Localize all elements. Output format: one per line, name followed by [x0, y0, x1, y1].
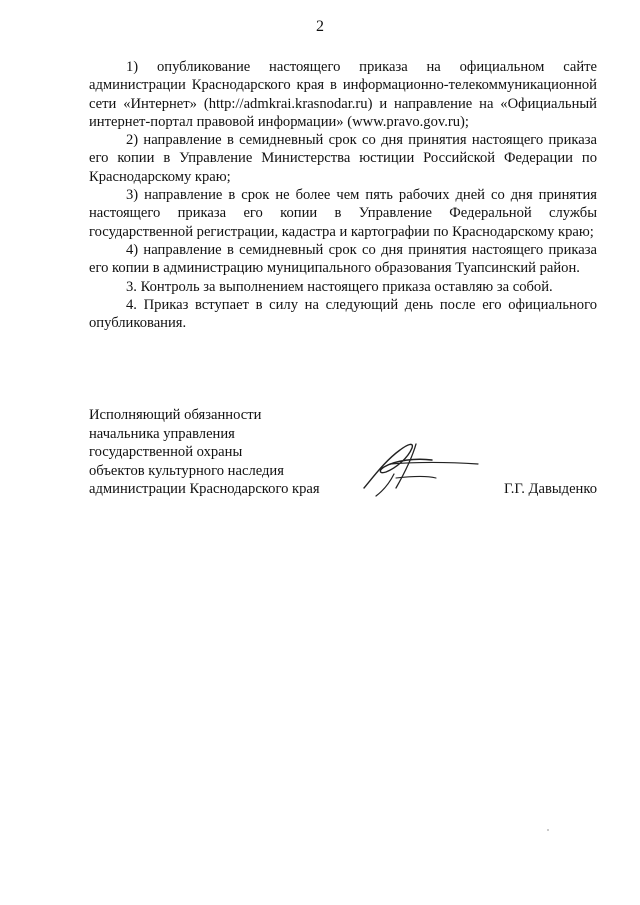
paragraph-control: 3. Контроль за выполнением настоящего приказа оставляю за собой. — [126, 278, 553, 295]
scan-speck — [547, 829, 549, 831]
signer-position-line: начальника управления — [89, 425, 235, 442]
paragraph-entry-into-force: 4. Приказ вступает в силу на следующий день после его официального опубликования. — [89, 296, 597, 332]
signer-position — [89, 406, 349, 499]
signature-stroke-underline — [390, 463, 478, 465]
signer-position-line: администрации Краснодарского края — [89, 481, 320, 497]
signer-name: Г.Г. Давыденко — [503, 481, 597, 497]
paragraph-publication: 1) опубликование настоящего приказа на официальном сайте администрации Краснодарского края в информационно-телекоммуникационной сети «Интернет» (http://admkrai.krasnodar.ru) и направление на «Официальный интернет-портал правовой информации» (www.pravo.gov.ru); — [89, 59, 597, 130]
handwritten-signature — [356, 438, 486, 498]
document-body — [89, 58, 597, 332]
paragraph-ministry-of-justice: 2) направление в семидневный срок со дня принятия настоящего приказа его копии в Управление Министерства юстиции Российской Федерации по Краснодарскому краю; — [89, 132, 597, 185]
signature-stroke-descender — [376, 474, 394, 496]
paragraph-federal-registration-service: 3) направление в срок не более чем пять рабочих дней со дня принятия настоящего приказа его копии в Управление Федеральной службы государственной регистрации, кадастра и картографии по Краснодарскому краю; — [89, 187, 597, 240]
signature-stroke-loop — [364, 444, 432, 488]
signer-position-line: объектов культурного наследия — [89, 462, 284, 479]
signer-position-line: Исполняющий обязанности — [89, 407, 262, 423]
page-number: 2 — [316, 18, 324, 35]
signer-position-line: государственной охраны — [89, 444, 243, 460]
paragraph-municipal-administration: 4) направление в семидневный срок со дня принятия настоящего приказа его копии в администрацию муниципального образования Туапсинский район. — [89, 241, 597, 277]
